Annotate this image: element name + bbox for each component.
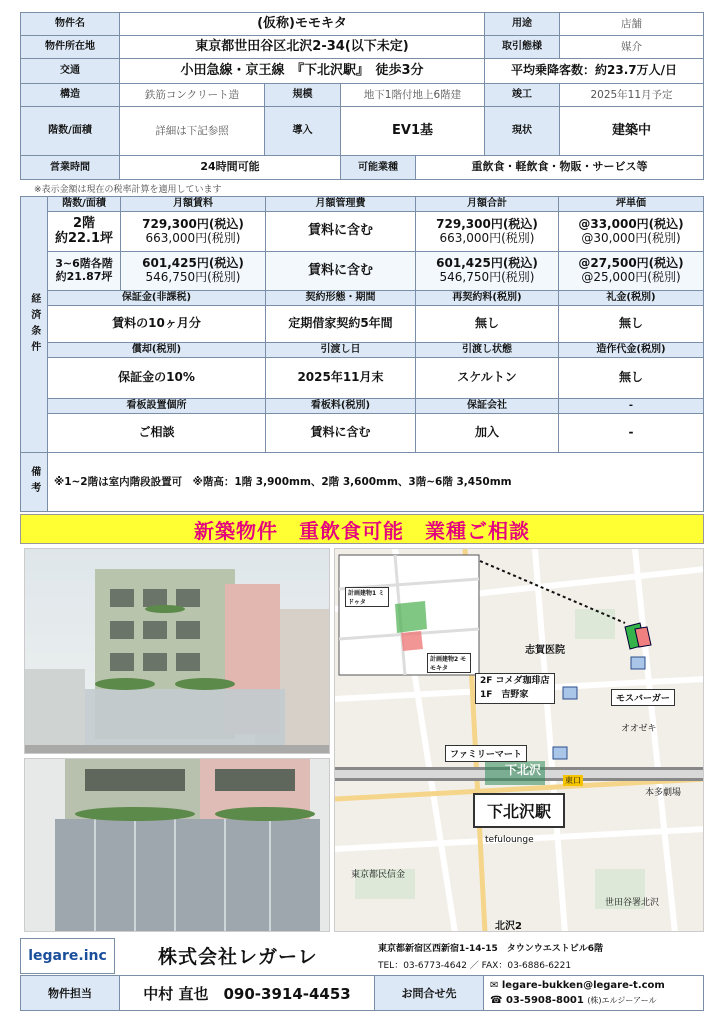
amort-label: 償却(税別) [47,342,266,358]
company-name: 株式会社レガーレ [158,946,318,968]
company-tel-fax: TEL：03-6773-4642 ／ FAX：03-6886-6221 [378,961,572,971]
keymoney-value: 無し [558,305,704,343]
address-label: 物件所在地 [20,35,120,59]
logo-text: legare.inc [28,948,107,964]
deposit-label: 保証金(非課税) [47,290,266,306]
sign-value: ご相談 [47,413,266,453]
signfee-value: 賃料に含む [265,413,416,453]
map-inset-label-b: 計画建物2 モモキタ [427,653,471,673]
status-value: 建築中 [559,106,704,156]
map-shimokita: 下北沢 [505,763,542,777]
handover-state-label: 引渡し状態 [415,342,559,358]
blank-label: - [558,398,704,414]
phone-icon: ☎ [490,995,506,1006]
hours-value: 24時間可能 [119,155,341,180]
unit-2f: @33,000円(税込) @30,000円(税別) [558,211,704,252]
business-label: 可能業種 [340,155,416,180]
company-address: 東京都新宿区西新宿1-14-15 タウンウエストビル6階 [378,944,604,954]
map-okay: オオゼキ [621,724,657,734]
mail-icon: ✉ [490,980,502,991]
renewal-label: 再契約料(税別) [415,290,559,306]
map-kitazawa: 北沢2 [495,921,522,932]
col-rent: 月額賃料 [120,196,266,212]
use-value: 店舗 [559,12,704,36]
deal-label: 取引態様 [484,35,560,59]
total-2f: 729,300円(税込) 663,000円(税別) [415,211,559,252]
floor-2f: 2階 約22.1坪 [47,211,121,252]
col-floor: 階数/面積 [47,196,121,212]
phone-line [490,993,657,1008]
hours-label: 営業時間 [20,155,120,180]
guarantee-value: 加入 [415,413,559,453]
renewal-value: 無し [415,305,559,343]
col-total: 月額合計 [415,196,559,212]
economics-side-label: 経済条件 [20,196,48,453]
map-hospital: 志賀医院 [525,645,565,656]
fixture-value: 無し [558,357,704,399]
map-honda: 本多劇場 [645,788,682,798]
floor-3-6f: 3~6階各階 約21.87坪 [47,251,121,291]
guarantee-label: 保証会社 [415,398,559,414]
contract-label: 契約形態・期間 [265,290,416,306]
total-3-6f: 601,425円(税込) 546,750円(税別) [415,251,559,291]
map-station-label: 下北沢駅 [473,793,565,828]
sign-label: 看板設置個所 [47,398,266,414]
passengers-value: 平均乗降客数：約23.7万人/日 [484,58,704,84]
map-shop-label: 2F コメダ珈琲店 1F 吉野家 [475,673,555,704]
signfee-label: 看板料(税別) [265,398,416,414]
feature-banner: 新築物件 重飲食可能 業種ご相談 [20,514,704,544]
traffic-label: 交通 [20,58,120,84]
contract-value: 定期借家契約5年間 [265,305,416,343]
rent-3-6f: 601,425円(税込) 546,750円(税別) [120,251,266,291]
handover-state-value: スケルトン [415,357,559,399]
map-inset-label-a: 計画建物1 ミドゥタ [345,587,389,607]
inquiry-label: お問合せ先 [374,975,484,1011]
email-line [490,978,665,993]
rent-2f: 729,300円(税込) 663,000円(税別) [120,211,266,252]
scale-label: 規模 [264,83,341,107]
structure-label: 構造 [20,83,120,107]
remarks-label: 備考 [20,452,48,512]
company-logo [20,938,115,974]
col-unit: 坪単価 [558,196,704,212]
mgmt-2f: 賃料に含む [265,211,416,252]
inquiry-details [483,975,704,1011]
phone-number[interactable]: 03-5908-8001 [505,995,584,1006]
name-label: 物件名 [20,12,120,36]
completion-value: 2025年11月予定 [559,83,704,107]
handover-value: 2025年11月末 [265,357,416,399]
scale-value: 地下1階付地上6階建 [340,83,485,107]
map-mos-label: モスバーガー [611,689,675,706]
mgmt-3-6f: 賃料に含む [265,251,416,291]
building-render-1 [24,548,330,754]
email-link[interactable]: legare-bukken@legare-t.com [501,980,665,991]
remarks-text: ※1~2階は室内階段設置可 ※階高：1階 3,900mm、2階 3,600mm、3階~6階 3,450mm [47,452,704,512]
floor-label: 階数/面積 [20,106,120,156]
deposit-value: 賃料の10ヶ月分 [47,305,266,343]
phone-company: (株)エルジーアール [587,996,657,1005]
floor-value: 詳細は下記参照 [119,106,265,156]
col-mgmt: 月額管理費 [265,196,416,212]
contact-value: 中村 直也 090-3914-4453 [119,975,375,1011]
contact-label: 物件担当 [20,975,120,1011]
structure-value: 鉄筋コンクリート造 [119,83,265,107]
traffic-value: 小田急線・京王線 『下北沢駅』 徒歩3分 [119,58,485,84]
area-map [334,548,704,932]
map-eastgate: 東口 [565,776,581,785]
fixture-label: 造作代金(税別) [558,342,704,358]
map-tefu: tefulounge [485,835,534,845]
handover-label: 引渡し日 [265,342,416,358]
map-bank: 東京都民信金 [351,870,406,880]
intro-label: 導入 [264,106,341,156]
status-label: 現状 [484,106,560,156]
building-render-2 [24,758,330,932]
tax-note: ※表示金額は現在の税率計算を適用しています [34,185,222,195]
property-name: (仮称)モモキタ [119,12,485,36]
unit-3-6f: @27,500円(税込) @25,000円(税別) [558,251,704,291]
completion-label: 竣工 [484,83,560,107]
map-police: 世田谷署北沢 [605,898,660,908]
deal-value: 媒介 [559,35,704,59]
blank-value: - [558,413,704,453]
business-value: 重飲食・軽飲食・物販・サービス等 [415,155,704,180]
map-familymart-label: ファミリーマート [445,745,527,762]
amort-value: 保証金の10% [47,357,266,399]
address-value: 東京都世田谷区北沢2-34(以下未定) [119,35,485,59]
keymoney-label: 礼金(税別) [558,290,704,306]
use-label: 用途 [484,12,560,36]
intro-value: EV1基 [340,106,485,156]
